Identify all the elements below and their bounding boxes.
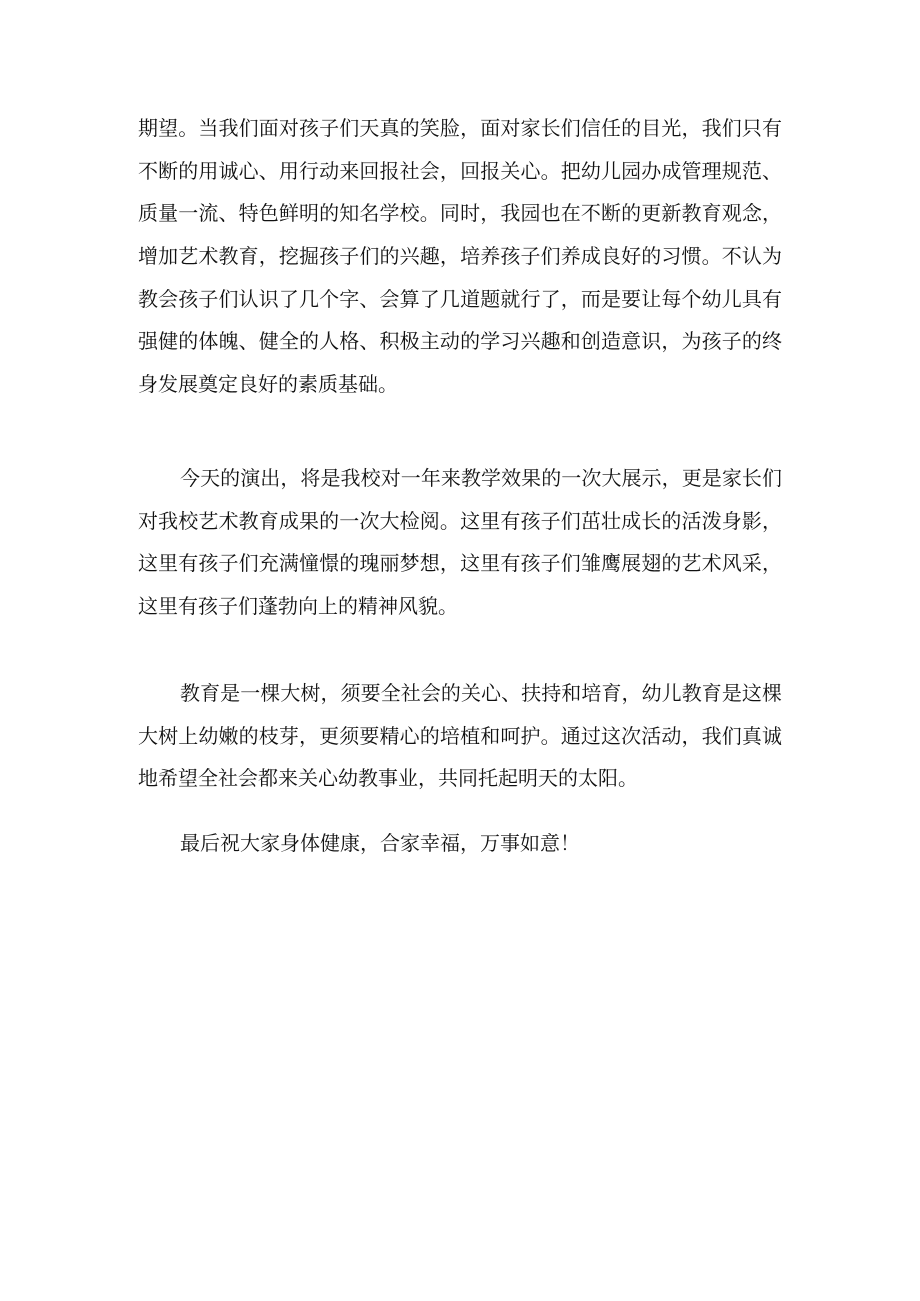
- text-line: 质量一流、特色鲜明的知名学校。同时，我园也在不断的更新教育观念，: [138, 201, 782, 226]
- text-line: 大树上幼嫩的枝芽，更须要精心的培植和呵护。通过这次活动，我们真诚: [138, 723, 782, 748]
- text-line: 今天的演出，将是我校对一年来教学效果的一次大展示，更是家长们: [180, 466, 782, 490]
- paragraph-3: [138, 672, 782, 800]
- text-line: 不断的用诚心、用行动来回报社会，回报关心。把幼儿园办成管理规范、: [138, 158, 782, 183]
- text-line: 这里有孩子们蓬勃向上的精神风貌。: [138, 594, 458, 619]
- text-line: 地希望全社会都来关心幼教事业，共同托起明天的太阳。: [138, 766, 638, 791]
- text-line: 教会孩子们认识了几个字、会算了几道题就行了，而是要让每个幼儿具有: [138, 286, 782, 311]
- paragraph-1: [138, 107, 782, 406]
- text-line: 教育是一棵大树，须要全社会的关心、扶持和培育，幼儿教育是这棵: [180, 681, 782, 705]
- text-line: 身发展奠定良好的素质基础。: [138, 372, 398, 397]
- text-line: 对我校艺术教育成果的一次大检阅。这里有孩子们茁壮成长的活泼身影，: [138, 508, 782, 533]
- paragraph-4: [138, 822, 782, 865]
- paragraph-2: [138, 457, 782, 628]
- text-line: 增加艺术教育，挖掘孩子们的兴趣，培养孩子们养成良好的习惯。不认为: [138, 244, 782, 269]
- text-line: 这里有孩子们充满憧憬的瑰丽梦想，这里有孩子们雏鹰展翅的艺术风采，: [138, 551, 782, 576]
- text-line: 强健的体魄、健全的人格、积极主动的学习兴趣和创造意识，为孩子的终: [138, 329, 782, 354]
- text-line: 期望。当我们面对孩子们天真的笑脸，面对家长们信任的目光，我们只有: [138, 116, 782, 140]
- text-line: 最后祝大家身体健康，合家幸福，万事如意！: [180, 831, 580, 855]
